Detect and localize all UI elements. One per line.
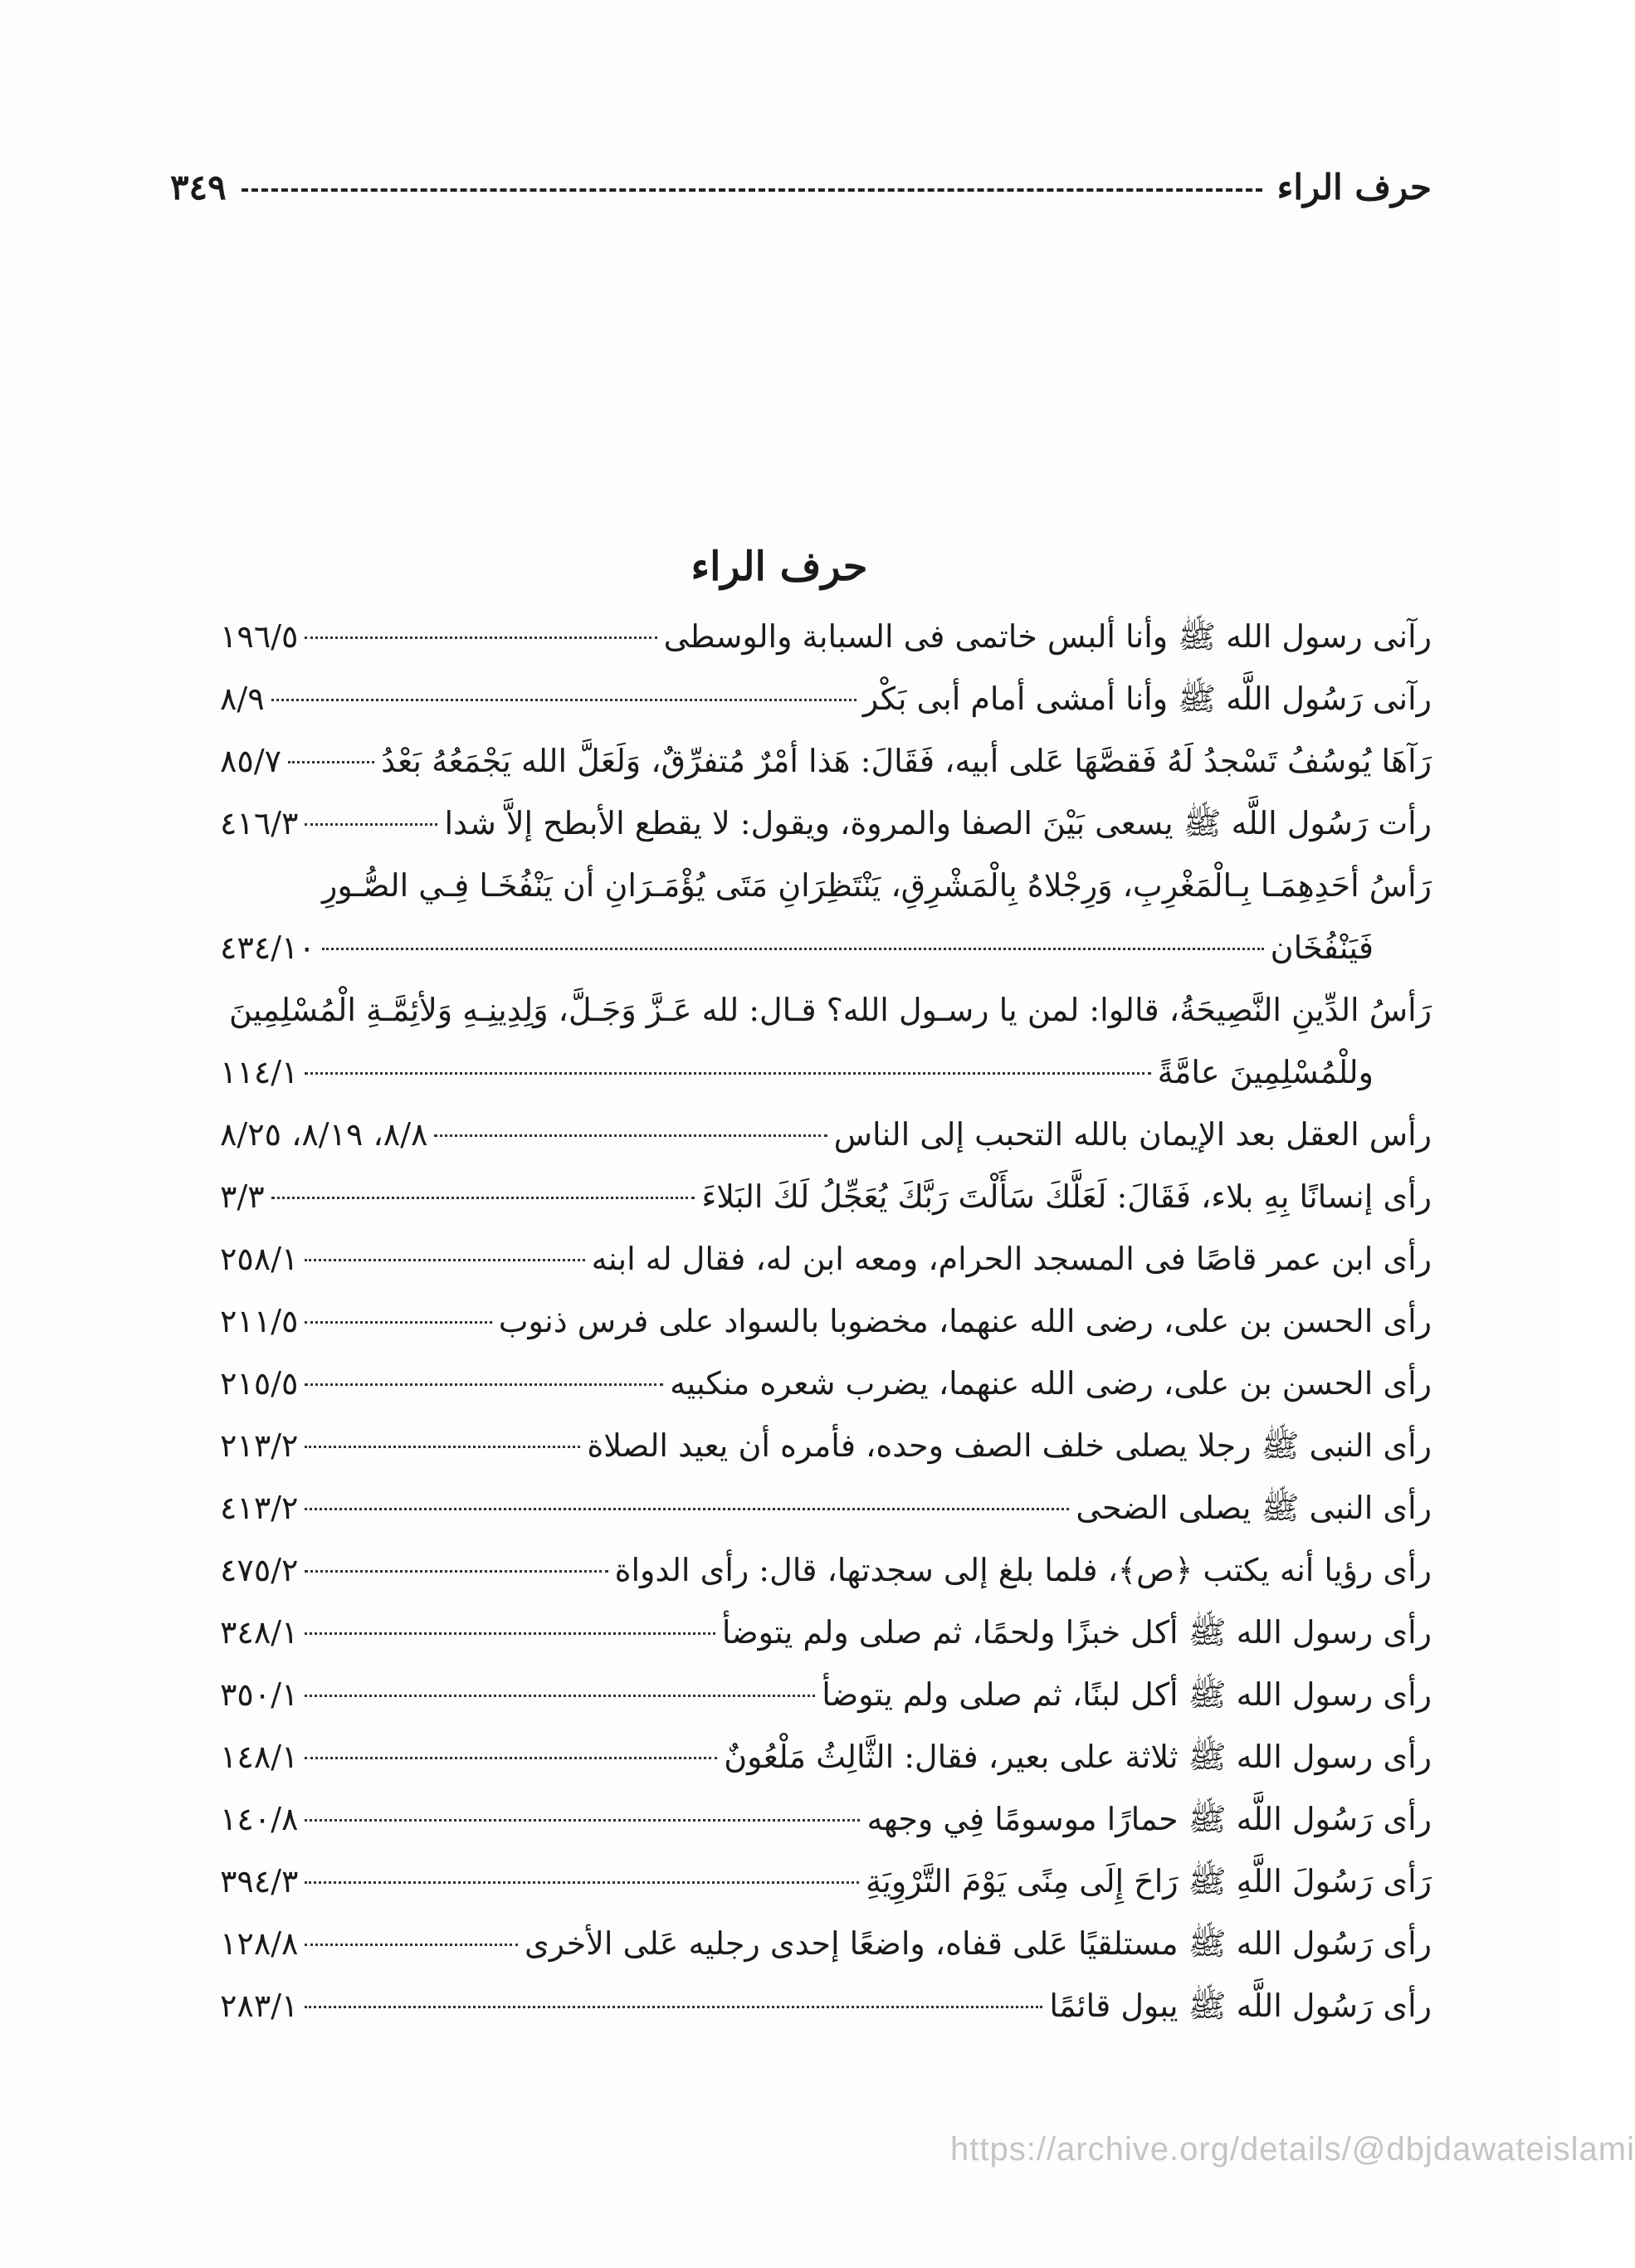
- entry-text: رأى النبى ﷺ رجلا يصلى خلف الصف وحده، فأمره أن يعيد الصلاة: [587, 1427, 1432, 1464]
- index-entry: [220, 801, 1432, 846]
- entry-text: رأى رسول الله ﷺ أكل خبزًا ولحمًا، ثم صلى ولم يتوضأ: [721, 1614, 1432, 1651]
- dot-leader: [305, 1881, 858, 1884]
- index-entry: [220, 1112, 1432, 1157]
- dot-leader: [305, 1944, 518, 1946]
- index-entry-line: [220, 1797, 1432, 1841]
- entry-text: رأى رسول الله ﷺ ثلاثة على بعير، فقال: الثَّالِثُ مَلْعُونٌ: [724, 1739, 1432, 1775]
- entry-text: رأى رَسُول اللَّه ﷺ حمارًا موسومًا فِي وجهه: [866, 1801, 1432, 1837]
- entry-reference: ٣٩٤/٣: [220, 1863, 299, 1900]
- index-entry-list: [220, 614, 1432, 2046]
- dot-leader: [305, 1819, 860, 1822]
- page-number: ٣٤٩: [170, 166, 227, 207]
- entry-reference: ١٢٨/٨: [220, 1925, 299, 1962]
- index-entry-line: [220, 1734, 1432, 1779]
- entry-reference: ١١٤/١: [220, 1054, 299, 1090]
- index-entry: [220, 739, 1432, 783]
- entry-reference: ٤١٦/٣: [220, 805, 299, 841]
- dot-leader: [305, 637, 656, 639]
- index-entry: [220, 1174, 1432, 1219]
- entry-reference: ٤١٣/٢: [220, 1490, 299, 1526]
- index-entry: [220, 1485, 1432, 1530]
- index-entry-line: [220, 1423, 1432, 1468]
- entry-text: رأى رؤيا أنه يكتب ﴿ص﴾، فلما بلغ إلى سجدتها، قال: رأى الدواة: [614, 1552, 1432, 1588]
- entry-reference: ٨٥/٧: [220, 743, 282, 779]
- index-entry-line: [220, 925, 1432, 970]
- index-entry-line: [220, 988, 1432, 1032]
- dot-leader: [305, 1695, 815, 1697]
- entry-reference: ٣٥٠/١: [220, 1676, 299, 1713]
- entry-reference: ٢١١/٥: [220, 1303, 299, 1339]
- index-entry-line: [220, 863, 1432, 908]
- entry-reference: ١٤٠/٨: [220, 1801, 299, 1837]
- section-title: حرف الراء: [691, 544, 868, 590]
- index-entry: [220, 1859, 1432, 1904]
- index-entry-line: [220, 1921, 1432, 1966]
- index-entry-line: [220, 1548, 1432, 1592]
- entry-text: رأى الحسن بن على، رضى الله عنهما، مخضوبا بالسواد على فرس ذنوب: [498, 1303, 1432, 1339]
- entry-text: رَآهَا يُوسُفُ تَسْجدُ لَهُ فَقصَّهَا عَلى أبيه، فَقَالَ: هَذا أمْرٌ مُتفرِّقٌ، وَلَعَلَّ الله يَجْمَعُهُ بَعْدُ: [381, 743, 1432, 779]
- index-entry: [220, 1610, 1432, 1655]
- index-entry: [220, 1548, 1432, 1592]
- index-entry-line: [220, 676, 1432, 721]
- index-entry-line: [220, 1112, 1432, 1157]
- entry-text: رأى رَسُول اللَّه ﷺ يبول قائمًا: [1049, 1988, 1432, 2024]
- dot-leader: [305, 1757, 717, 1759]
- index-entry: [220, 863, 1432, 970]
- entry-reference: ٢٥٨/١: [220, 1241, 299, 1277]
- entry-text: رأى رسول الله ﷺ أكل لبنًا، ثم صلى ولم يتوضأ: [822, 1676, 1432, 1713]
- dot-leader: [305, 2006, 1042, 2008]
- entry-text: رأت رَسُول اللَّه ﷺ يسعى بَيْنَ الصفا والمروة، ويقول: لا يقطع الأبطح إلاَّ شدا: [444, 805, 1432, 841]
- index-entry: [220, 1983, 1432, 2028]
- dot-leader: [305, 1446, 580, 1448]
- entry-text: رأى ابن عمر قاصًا فى المسجد الحرام، ومعه ابن له، فقال له ابنه: [591, 1241, 1432, 1277]
- entry-reference: ٨/٩: [220, 680, 265, 717]
- index-entry: [220, 1299, 1432, 1344]
- dot-leader: [305, 1321, 491, 1324]
- entry-text: رأى إنسانًا بِهِ بلاء، فَقَالَ: لَعَلَّكَ سَأَلْتَ رَبَّكَ يُعَجِّلُ لَكَ البَلاءَ: [701, 1178, 1432, 1215]
- index-entry: [220, 1734, 1432, 1779]
- header-rule: [242, 188, 1262, 192]
- entry-text: رأس العقل بعد الإيمان بالله التحبب إلى الناس: [833, 1116, 1432, 1153]
- entry-reference: ٢٨٣/١: [220, 1988, 299, 2024]
- entry-text: وللْمُسْلِمِينَ عامَّةً: [1157, 1054, 1374, 1090]
- index-entry-line: [220, 1299, 1432, 1344]
- index-entry-line: [220, 1485, 1432, 1530]
- entry-reference: ٢١٣/٢: [220, 1427, 299, 1464]
- entry-text: فَيَنْفُخَان: [1270, 929, 1374, 966]
- dot-leader: [288, 761, 374, 763]
- index-entry-line: [220, 614, 1432, 659]
- index-entry: [220, 1797, 1432, 1841]
- dot-leader: [305, 1072, 1150, 1075]
- entry-reference: ١٤٨/١: [220, 1739, 299, 1775]
- dot-leader: [305, 1632, 715, 1635]
- entry-text: رَأسُ أحَدِهِمَـا بِـالْمَغْرِبِ، وَرِجْلاهُ بِالْمَشْرِقِ، يَنْتَظِرَانِ مَتَى يُؤْمَـرَانِ أن يَنْفُخَـا فِـي الصُّـورِ: [321, 867, 1432, 904]
- dot-leader: [271, 1197, 695, 1199]
- watermark: https://archive.org/details/@dbjdawateislami: [950, 2131, 1635, 2168]
- index-entry: [220, 988, 1432, 1095]
- dot-leader: [305, 1570, 608, 1573]
- index-entry: [220, 1423, 1432, 1468]
- entry-reference: ٤٣٤/١٠: [220, 929, 315, 966]
- index-entry: [220, 1236, 1432, 1281]
- entry-reference: ٤٧٥/٢: [220, 1552, 299, 1588]
- index-entry: [220, 1672, 1432, 1717]
- index-entry-line: [220, 1672, 1432, 1717]
- index-entry-line: [220, 1610, 1432, 1655]
- index-entry-line: [220, 1236, 1432, 1281]
- entry-reference: ٣٤٨/١: [220, 1614, 299, 1651]
- entry-text: رأى الحسن بن على، رضى الله عنهما، يضرب شعره منكبيه: [670, 1365, 1432, 1402]
- index-entry-line: [220, 1050, 1432, 1095]
- index-entry-line: [220, 801, 1432, 846]
- entry-reference: ٢١٥/٥: [220, 1365, 299, 1402]
- dot-leader: [305, 1259, 584, 1261]
- index-entry-line: [220, 1859, 1432, 1904]
- entry-reference: ١٩٦/٥: [220, 618, 299, 655]
- entry-text: رَأسُ الدِّينِ النَّصِيحَةُ، قالوا: لمن يا رسـول الله؟ قـال: لله عَـزَّ وَجَـلَّ، وَلِدِينِـهِ وَلأئِمَّـةِ الْمُسْلِمِينَ: [229, 992, 1432, 1028]
- dot-leader: [305, 823, 437, 826]
- index-entry-line: [220, 1174, 1432, 1219]
- dot-leader: [322, 948, 1264, 950]
- index-entry: [220, 676, 1432, 721]
- index-entry-line: [220, 739, 1432, 783]
- entry-reference: ٣/٣: [220, 1178, 265, 1215]
- dot-leader: [434, 1134, 827, 1137]
- entry-text: رأى رَسُول الله ﷺ مستلقيًا عَلى قفاه، واضعًا إحدى رجليه عَلى الأخرى: [524, 1925, 1432, 1962]
- entry-text: رأى النبى ﷺ يصلى الضحى: [1076, 1490, 1432, 1526]
- dot-leader: [305, 1383, 663, 1386]
- index-entry: [220, 1361, 1432, 1406]
- entry-text: رَأى رَسُولَ اللَّهِ ﷺ رَاحَ إِلَى مِنًى يَوْمَ التَّرْوِيَةِ: [865, 1863, 1432, 1900]
- running-title: حرف الراء: [1276, 166, 1432, 207]
- entry-text: رآنى رَسُول اللَّه ﷺ وأنا أمشى أمام أبى بَكْر: [862, 680, 1432, 717]
- dot-leader: [271, 699, 857, 701]
- index-entry-line: [220, 1983, 1432, 2028]
- index-entry-line: [220, 1361, 1432, 1406]
- dot-leader: [305, 1508, 1069, 1510]
- running-header: [170, 162, 1432, 212]
- index-entry: [220, 1921, 1432, 1966]
- index-entry: [220, 614, 1432, 659]
- entry-reference: ٨/٨، ٨/١٩، ٨/٢٥: [220, 1116, 428, 1153]
- entry-text: رآنى رسول الله ﷺ وأنا ألبس خاتمى فى السبابة والوسطى: [663, 618, 1432, 655]
